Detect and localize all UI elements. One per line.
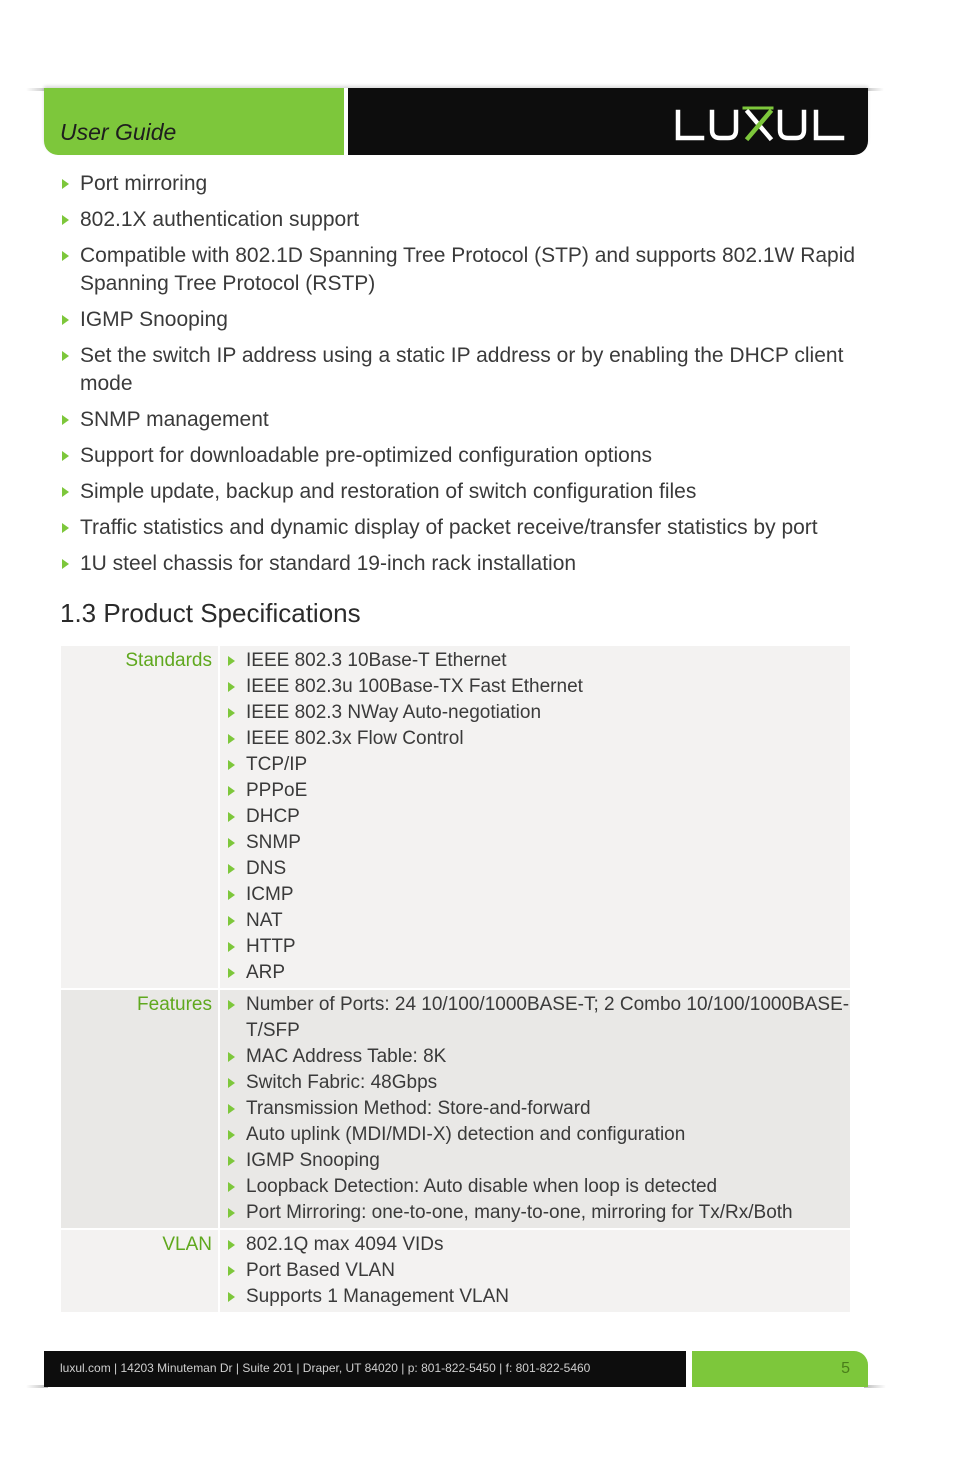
spec-item <box>226 1174 850 1200</box>
bullet-arrow-icon <box>228 1104 235 1114</box>
spec-item-text: TCP/IP <box>246 754 308 775</box>
bullet-arrow-icon <box>62 251 69 261</box>
luxul-logo <box>672 104 852 144</box>
bullet-arrow-icon <box>62 215 69 225</box>
spec-item-text: Loopback Detection: Auto disable when loop is detected <box>246 1176 718 1197</box>
feature-item <box>60 478 860 506</box>
spec-item <box>226 1122 850 1148</box>
spec-item <box>226 726 850 752</box>
bullet-arrow-icon <box>228 812 235 822</box>
bullet-arrow-icon <box>228 942 235 952</box>
bullet-arrow-icon <box>228 1156 235 1166</box>
feature-item <box>60 242 860 298</box>
header-green-panel <box>44 88 344 155</box>
bullet-arrow-icon <box>62 415 69 425</box>
bullet-arrow-icon <box>228 734 235 744</box>
feature-item <box>60 550 860 578</box>
feature-item <box>60 306 860 334</box>
spec-item-text: SNMP <box>246 832 301 853</box>
spec-item-text: Auto uplink (MDI/MDI-X) detection and configuration <box>246 1124 686 1145</box>
spec-item-text: DNS <box>246 858 287 879</box>
spec-item-text: NAT <box>246 910 283 931</box>
feature-text: Traffic statistics and dynamic display of packet receive/transfer statistics by port <box>80 516 818 539</box>
spec-item-text: Transmission Method: Store-and-forward <box>246 1098 591 1119</box>
spec-item-text: Switch Fabric: 48Gbps <box>246 1072 438 1093</box>
spec-item <box>226 1284 850 1310</box>
spec-item <box>226 830 850 856</box>
page-header <box>44 88 868 155</box>
feature-text: Set the switch IP address using a static IP address or by enabling the DHCP client mode <box>80 344 844 395</box>
spec-item <box>226 1200 850 1226</box>
bullet-arrow-icon <box>228 890 235 900</box>
bullet-arrow-icon <box>62 351 69 361</box>
spec-item-text: 802.1Q max 4094 VIDs <box>246 1234 444 1255</box>
bullet-arrow-icon <box>228 1182 235 1192</box>
spec-item-text: ARP <box>246 962 286 983</box>
spec-item <box>226 908 850 934</box>
spec-item <box>226 1258 850 1284</box>
feature-list <box>60 170 860 586</box>
bullet-arrow-icon <box>62 179 69 189</box>
spec-item <box>226 648 850 674</box>
spec-item <box>226 700 850 726</box>
spec-item-text: IEEE 802.3 NWay Auto-negotiation <box>246 702 542 723</box>
spec-item <box>226 674 850 700</box>
bullet-arrow-icon <box>62 523 69 533</box>
spec-item <box>226 992 850 1044</box>
spec-item-text: Number of Ports: 24 10/100/1000BASE-T; 2 Combo 10/100/1000BASE-T/SFP <box>246 994 850 1041</box>
spec-item-list <box>226 648 850 986</box>
bullet-arrow-icon <box>228 786 235 796</box>
spec-item-text: DHCP <box>246 806 300 827</box>
feature-item <box>60 342 860 398</box>
spec-item <box>226 804 850 830</box>
bullet-arrow-icon <box>62 559 69 569</box>
bullet-arrow-icon <box>62 451 69 461</box>
feature-text: Compatible with 802.1D Spanning Tree Protocol (STP) and supports 802.1W Rapid Spanning Tree Protocol (RSTP) <box>80 244 856 295</box>
spec-item <box>226 1148 850 1174</box>
spec-item-text: HTTP <box>246 936 296 957</box>
spec-item-text: IEEE 802.3u 100Base-TX Fast Ethernet <box>246 676 583 697</box>
footer-green-panel <box>692 1351 868 1387</box>
spec-item <box>226 752 850 778</box>
feature-item <box>60 406 860 434</box>
spec-item <box>226 1044 850 1070</box>
spec-item-text: IGMP Snooping <box>246 1150 380 1171</box>
page-footer <box>44 1351 868 1387</box>
bullet-arrow-icon <box>228 1208 235 1218</box>
spec-item <box>226 778 850 804</box>
bullet-arrow-icon <box>228 1000 235 1010</box>
feature-item <box>60 442 860 470</box>
feature-text: IGMP Snooping <box>80 308 228 331</box>
bullet-arrow-icon <box>228 1078 235 1088</box>
header-black-panel <box>348 88 868 155</box>
spec-item-text: Port Based VLAN <box>246 1260 395 1281</box>
spec-item <box>226 934 850 960</box>
spec-item <box>226 1070 850 1096</box>
spec-item-text: PPPoE <box>246 780 308 801</box>
spec-row-vlan <box>61 1230 850 1312</box>
spec-row-features <box>61 990 850 1228</box>
spec-item <box>226 856 850 882</box>
bullet-arrow-icon <box>62 487 69 497</box>
bullet-arrow-icon <box>228 1292 235 1302</box>
spec-label: Features <box>61 990 218 1228</box>
feature-text: Port mirroring <box>80 172 208 195</box>
footer-black-panel <box>44 1351 686 1387</box>
spec-item-text: ICMP <box>246 884 294 905</box>
bullet-arrow-icon <box>62 315 69 325</box>
bullet-arrow-icon <box>228 1240 235 1250</box>
spec-item <box>226 1232 850 1258</box>
spec-table <box>61 646 850 1314</box>
bullet-arrow-icon <box>228 916 235 926</box>
spec-item-text: Port Mirroring: one-to-one, many-to-one, mirroring for Tx/Rx/Both <box>246 1202 793 1223</box>
feature-text: SNMP management <box>80 408 269 431</box>
bullet-arrow-icon <box>228 682 235 692</box>
spec-row-standards <box>61 646 850 988</box>
spec-values <box>220 1230 850 1312</box>
feature-item <box>60 170 860 198</box>
feature-text: Support for downloadable pre-optimized configuration options <box>80 444 653 467</box>
bullet-arrow-icon <box>228 1052 235 1062</box>
feature-text: 1U steel chassis for standard 19-inch rack installation <box>80 552 577 575</box>
spec-item-text: MAC Address Table: 8K <box>246 1046 447 1067</box>
spec-item-list <box>226 1232 850 1310</box>
feature-text: 802.1X authentication support <box>80 208 360 231</box>
bullet-arrow-icon <box>228 968 235 978</box>
spec-item-text: IEEE 802.3x Flow Control <box>246 728 464 749</box>
bullet-arrow-icon <box>228 708 235 718</box>
spec-item <box>226 1096 850 1122</box>
page-number: 5 <box>841 1360 850 1377</box>
bullet-arrow-icon <box>228 760 235 770</box>
feature-item <box>60 206 860 234</box>
bullet-arrow-icon <box>228 1130 235 1140</box>
spec-label: Standards <box>61 646 218 988</box>
spec-values <box>220 646 850 988</box>
bullet-arrow-icon <box>228 864 235 874</box>
bullet-arrow-icon <box>228 656 235 666</box>
spec-label: VLAN <box>61 1230 218 1312</box>
spec-item <box>226 960 850 986</box>
section-title: 1.3 Product Specifications <box>60 598 361 628</box>
feature-item <box>60 514 860 542</box>
footer-contact: luxul.com | 14203 Minuteman Dr | Suite 201 | Draper, UT 84020 | p: 801-822-5450 | f: 801-822-5460 <box>60 1361 591 1375</box>
spec-item-list <box>226 992 850 1226</box>
spec-item-text: IEEE 802.3 10Base-T Ethernet <box>246 650 507 671</box>
spec-item <box>226 882 850 908</box>
feature-text: Simple update, backup and restoration of switch configuration files <box>80 480 697 503</box>
bullet-arrow-icon <box>228 838 235 848</box>
spec-item-text: Supports 1 Management VLAN <box>246 1286 509 1307</box>
spec-values <box>220 990 850 1228</box>
bullet-arrow-icon <box>228 1266 235 1276</box>
header-title: User Guide <box>60 119 177 145</box>
